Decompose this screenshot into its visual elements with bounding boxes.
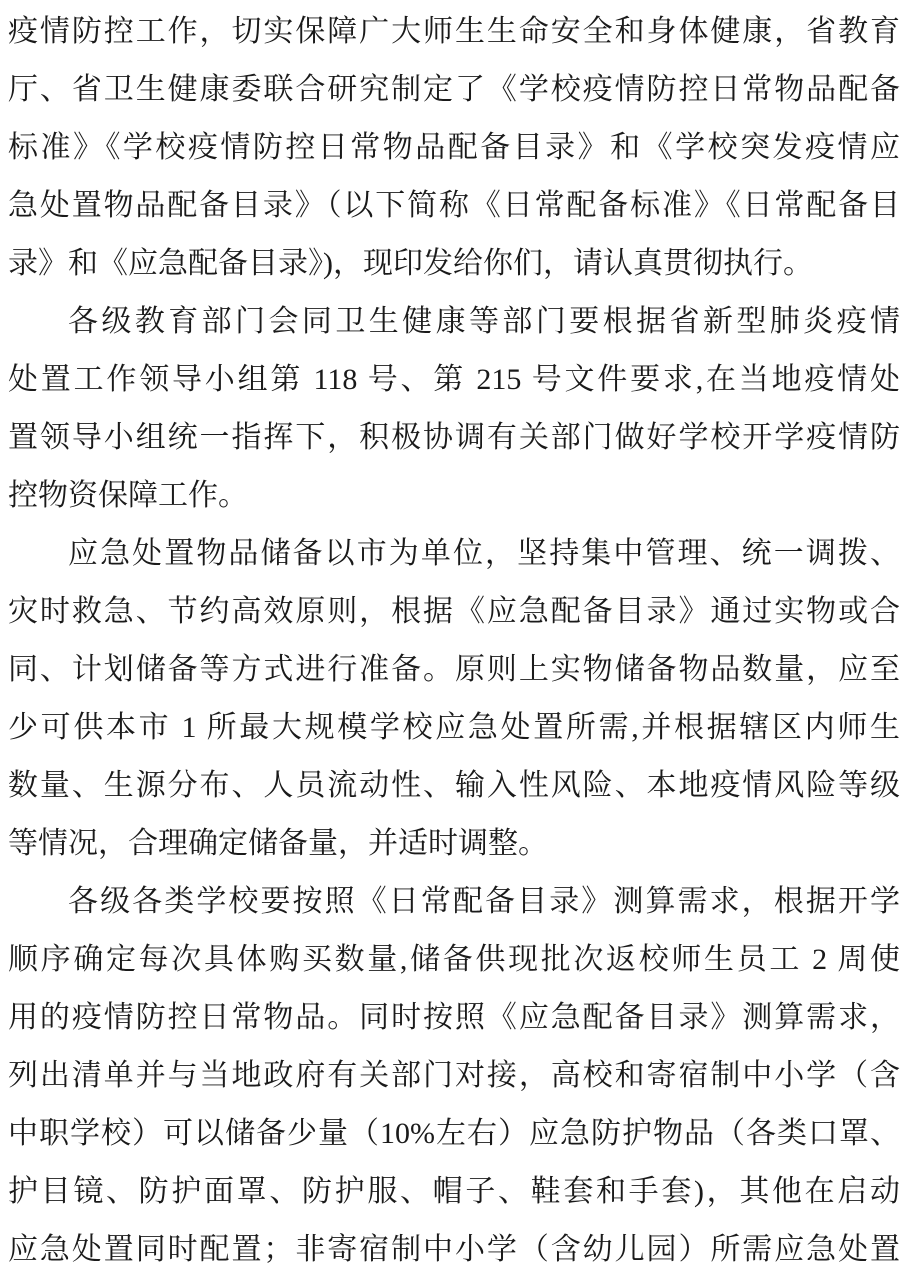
text-line: 标准》《学校疫情防控日常物品配备目录》和《学校突发疫情应 [8,131,900,164]
text-line: 各级教育部门会同卫生健康等部门要根据省新型肺炎疫情 [68,305,900,338]
text-line: 应急处置物品储备以市为单位，坚持集中管理、统一调拨、 [68,537,900,570]
text-line: 厅、省卫生健康委联合研究制定了《学校疫情防控日常物品配备 [8,73,900,106]
text-line: 急处置物品配备目录》（以下简称《日常配备标准》《日常配备目 [8,189,900,222]
text-line: 置领导小组统一指挥下，积极协调有关部门做好学校开学疫情防 [8,421,900,454]
text-line: 控物资保障工作。 [8,479,248,512]
text-line: 顺序确定每次具体购买数量,储备供现批次返校师生员工 2 周使 [8,943,900,976]
text-line: 同、计划储备等方式进行准备。原则上实物储备物品数量，应至 [8,653,900,686]
paragraph [8,525,900,873]
text-line: 等情况，合理确定储备量，并适时调整。 [8,827,548,860]
text-line: 疫情防控工作，切实保障广大师生生命安全和身体健康，省教育 [8,15,900,48]
text-line: 数量、生源分布、人员流动性、输入性风险、本地疫情风险等级 [8,769,900,802]
text-line: 少可供本市 1 所最大规模学校应急处置所需,并根据辖区内师生 [8,711,900,744]
paragraph [8,873,900,1279]
text-line: 灾时救急、节约高效原则，根据《应急配备目录》通过实物或合 [8,595,900,628]
paragraph [8,293,900,525]
text-line: 应急处置同时配置；非寄宿制中小学（含幼儿园）所需应急处置 [8,1233,900,1266]
text-line: 中职学校）可以储备少量（10%左右）应急防护物品（各类口罩、 [8,1117,900,1150]
text-line: 各级各类学校要按照《日常配备目录》测算需求，根据开学 [68,885,900,918]
text-line: 录》和《应急配备目录》)，现印发给你们，请认真贯彻执行。 [8,247,813,280]
text-line: 用的疫情防控日常物品。同时按照《应急配备目录》测算需求， [8,1001,900,1034]
text-line: 处置工作领导小组第 118 号、第 215 号文件要求,在当地疫情处 [8,363,900,396]
text-line: 列出清单并与当地政府有关部门对接，高校和寄宿制中小学（含 [8,1059,900,1092]
text-line: 护目镜、防护面罩、防护服、帽子、鞋套和手套)，其他在启动 [8,1175,900,1208]
paragraph-continuation [8,3,900,293]
